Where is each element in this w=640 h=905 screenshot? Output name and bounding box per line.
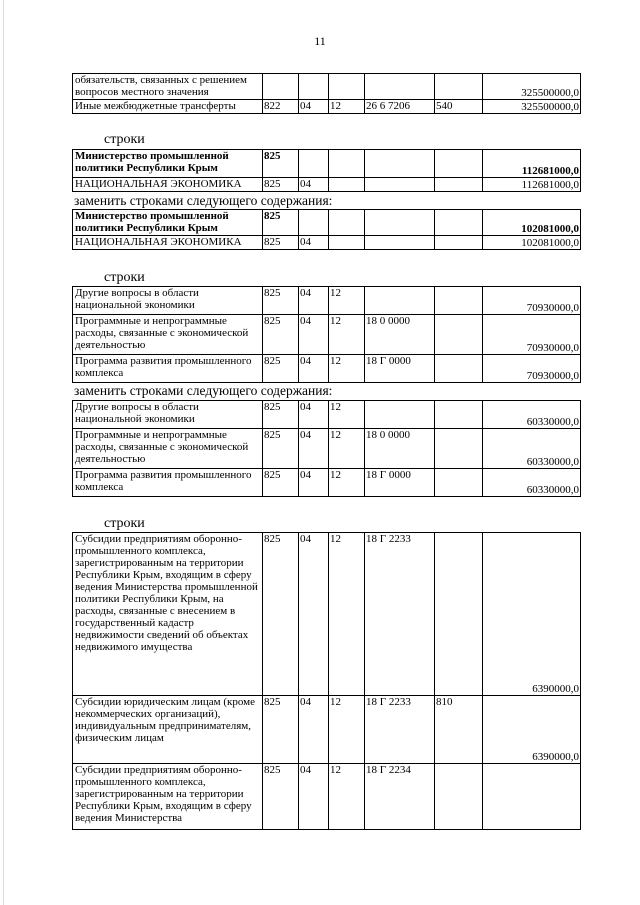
col-subsection xyxy=(329,178,365,192)
col-subsection: 12 xyxy=(329,696,365,764)
row-amount: 60330000,0 xyxy=(483,401,581,429)
col-target: 26 6 7206 xyxy=(365,100,435,114)
row-name: Министерство промышленной политики Республики Крым xyxy=(73,150,263,178)
col-ministry: 825 xyxy=(263,764,299,830)
row-name: Программа развития промышленного комплекса xyxy=(73,469,263,497)
budget-table-3 xyxy=(72,286,581,383)
col-subsection: 12 xyxy=(329,764,365,830)
row-name: НАЦИОНАЛЬНАЯ ЭКОНОМИКА xyxy=(73,236,263,250)
row-amount: 6390000,0 xyxy=(483,533,581,696)
col-type xyxy=(435,210,483,236)
row-amount: 6390000,0 xyxy=(483,696,581,764)
col-target: 18 0 0000 xyxy=(365,315,435,355)
row-amount: 70930000,0 xyxy=(483,287,581,315)
row-amount xyxy=(483,764,581,830)
row-amount: 112681000,0 xyxy=(483,150,581,178)
row-name: Субсидии юридическим лицам (кроме некоммерческих организаций), индивидуальным предпринимателям, физическим лицам xyxy=(73,696,263,764)
col-subsection xyxy=(329,210,365,236)
col-ministry xyxy=(263,74,299,100)
col-target: 18 Г 2233 xyxy=(365,533,435,696)
row-amount: 70930000,0 xyxy=(483,355,581,383)
row-name: Иные межбюджетные трансферты xyxy=(73,100,263,114)
budget-table-top xyxy=(72,73,581,114)
col-ministry: 825 xyxy=(263,469,299,497)
col-target: 18 Г 2234 xyxy=(365,764,435,830)
col-subsection xyxy=(329,150,365,178)
col-type xyxy=(435,355,483,383)
col-type xyxy=(435,150,483,178)
col-section: 04 xyxy=(299,533,329,696)
col-ministry: 825 xyxy=(263,178,299,192)
col-ministry: 825 xyxy=(263,401,299,429)
col-ministry: 825 xyxy=(263,429,299,469)
col-type xyxy=(435,74,483,100)
col-section xyxy=(299,74,329,100)
col-ministry: 825 xyxy=(263,315,299,355)
col-ministry: 825 xyxy=(263,236,299,250)
col-section: 04 xyxy=(299,178,329,192)
col-subsection: 12 xyxy=(329,401,365,429)
table-row xyxy=(73,696,581,764)
col-target: 18 Г 0000 xyxy=(365,469,435,497)
budget-table-4 xyxy=(72,400,581,497)
label-rows: строки xyxy=(104,270,145,285)
col-subsection: 12 xyxy=(329,429,365,469)
col-type xyxy=(435,429,483,469)
col-type xyxy=(435,236,483,250)
col-subsection xyxy=(329,74,365,100)
row-amount: 102081000,0 xyxy=(483,210,581,236)
col-subsection: 12 xyxy=(329,469,365,497)
row-name: Министерство промышленной политики Республики Крым xyxy=(73,210,263,236)
col-section: 04 xyxy=(299,315,329,355)
col-ministry: 822 xyxy=(263,100,299,114)
col-section: 04 xyxy=(299,696,329,764)
table-row xyxy=(73,210,581,236)
row-amount: 70930000,0 xyxy=(483,315,581,355)
table-row xyxy=(73,287,581,315)
row-name: Другие вопросы в области национальной экономики xyxy=(73,401,263,429)
row-name: Программные и непрограммные расходы, связанные с экономической деятельностью xyxy=(73,429,263,469)
col-ministry: 825 xyxy=(263,696,299,764)
col-section xyxy=(299,150,329,178)
row-amount: 60330000,0 xyxy=(483,469,581,497)
label-rows: строки xyxy=(104,132,145,147)
col-type xyxy=(435,315,483,355)
budget-table-5 xyxy=(72,532,581,830)
col-ministry: 825 xyxy=(263,355,299,383)
table-row xyxy=(73,429,581,469)
table-row xyxy=(73,355,581,383)
col-section: 04 xyxy=(299,355,329,383)
label-replace: заменить строками следующего содержания: xyxy=(74,383,333,398)
row-name: Субсидии предприятиям оборонно-промышленного комплекса, зарегистрированным на территории Республики Крым, входящим в сферу ведения Министерства промышленной политики Республики Крым, на расходы, связанные с внесением в государственный кадастр недвижимости сведений об объектах недвижимого имущества xyxy=(73,533,263,696)
col-section: 04 xyxy=(299,469,329,497)
col-subsection: 12 xyxy=(329,287,365,315)
col-section: 04 xyxy=(299,236,329,250)
row-name: Другие вопросы в области национальной экономики xyxy=(73,287,263,315)
col-subsection: 12 xyxy=(329,533,365,696)
scan-margin-line xyxy=(3,0,4,905)
row-amount: 325500000,0 xyxy=(483,74,581,100)
label-rows: строки xyxy=(104,516,145,531)
label-replace: заменить строками следующего содержания: xyxy=(74,193,333,208)
col-type xyxy=(435,469,483,497)
table-row xyxy=(73,236,581,250)
row-name: Субсидии предприятиям оборонно-промышленного комплекса, зарегистрированным на территории Республики Крым, входящим в сферу ведения Министерства xyxy=(73,764,263,830)
table-row xyxy=(73,315,581,355)
col-target: 18 0 0000 xyxy=(365,429,435,469)
budget-table-1 xyxy=(72,149,581,192)
page-number: 11 xyxy=(314,34,326,48)
col-target xyxy=(365,401,435,429)
row-amount: 102081000,0 xyxy=(483,236,581,250)
col-section: 04 xyxy=(299,764,329,830)
row-name: НАЦИОНАЛЬНАЯ ЭКОНОМИКА xyxy=(73,178,263,192)
col-target xyxy=(365,210,435,236)
col-ministry: 825 xyxy=(263,210,299,236)
row-name: Программа развития промышленного комплекса xyxy=(73,355,263,383)
col-target: 18 Г 0000 xyxy=(365,355,435,383)
col-ministry: 825 xyxy=(263,150,299,178)
col-target xyxy=(365,178,435,192)
col-type xyxy=(435,401,483,429)
col-type xyxy=(435,287,483,315)
row-amount: 325500000,0 xyxy=(483,100,581,114)
col-target: 18 Г 2233 xyxy=(365,696,435,764)
table-row xyxy=(73,469,581,497)
table-row xyxy=(73,401,581,429)
table-row xyxy=(73,100,581,114)
table-row xyxy=(73,764,581,830)
col-section: 04 xyxy=(299,100,329,114)
col-section: 04 xyxy=(299,401,329,429)
col-type: 540 xyxy=(435,100,483,114)
table-row xyxy=(73,150,581,178)
budget-table-2 xyxy=(72,209,581,250)
col-ministry: 825 xyxy=(263,533,299,696)
col-target xyxy=(365,236,435,250)
col-target xyxy=(365,287,435,315)
col-subsection xyxy=(329,236,365,250)
row-amount: 60330000,0 xyxy=(483,429,581,469)
col-type: 810 xyxy=(435,696,483,764)
col-type xyxy=(435,764,483,830)
col-subsection: 12 xyxy=(329,355,365,383)
col-target xyxy=(365,150,435,178)
row-amount: 112681000,0 xyxy=(483,178,581,192)
table-row xyxy=(73,178,581,192)
col-subsection: 12 xyxy=(329,315,365,355)
col-section: 04 xyxy=(299,287,329,315)
col-target xyxy=(365,74,435,100)
col-type xyxy=(435,178,483,192)
row-name: Программные и непрограммные расходы, связанные с экономической деятельностью xyxy=(73,315,263,355)
col-section: 04 xyxy=(299,429,329,469)
col-subsection: 12 xyxy=(329,100,365,114)
col-ministry: 825 xyxy=(263,287,299,315)
table-row xyxy=(73,74,581,100)
col-type xyxy=(435,533,483,696)
col-section xyxy=(299,210,329,236)
row-name: обязательств, связанных с решением вопросов местного значения xyxy=(73,74,263,100)
table-row xyxy=(73,533,581,696)
